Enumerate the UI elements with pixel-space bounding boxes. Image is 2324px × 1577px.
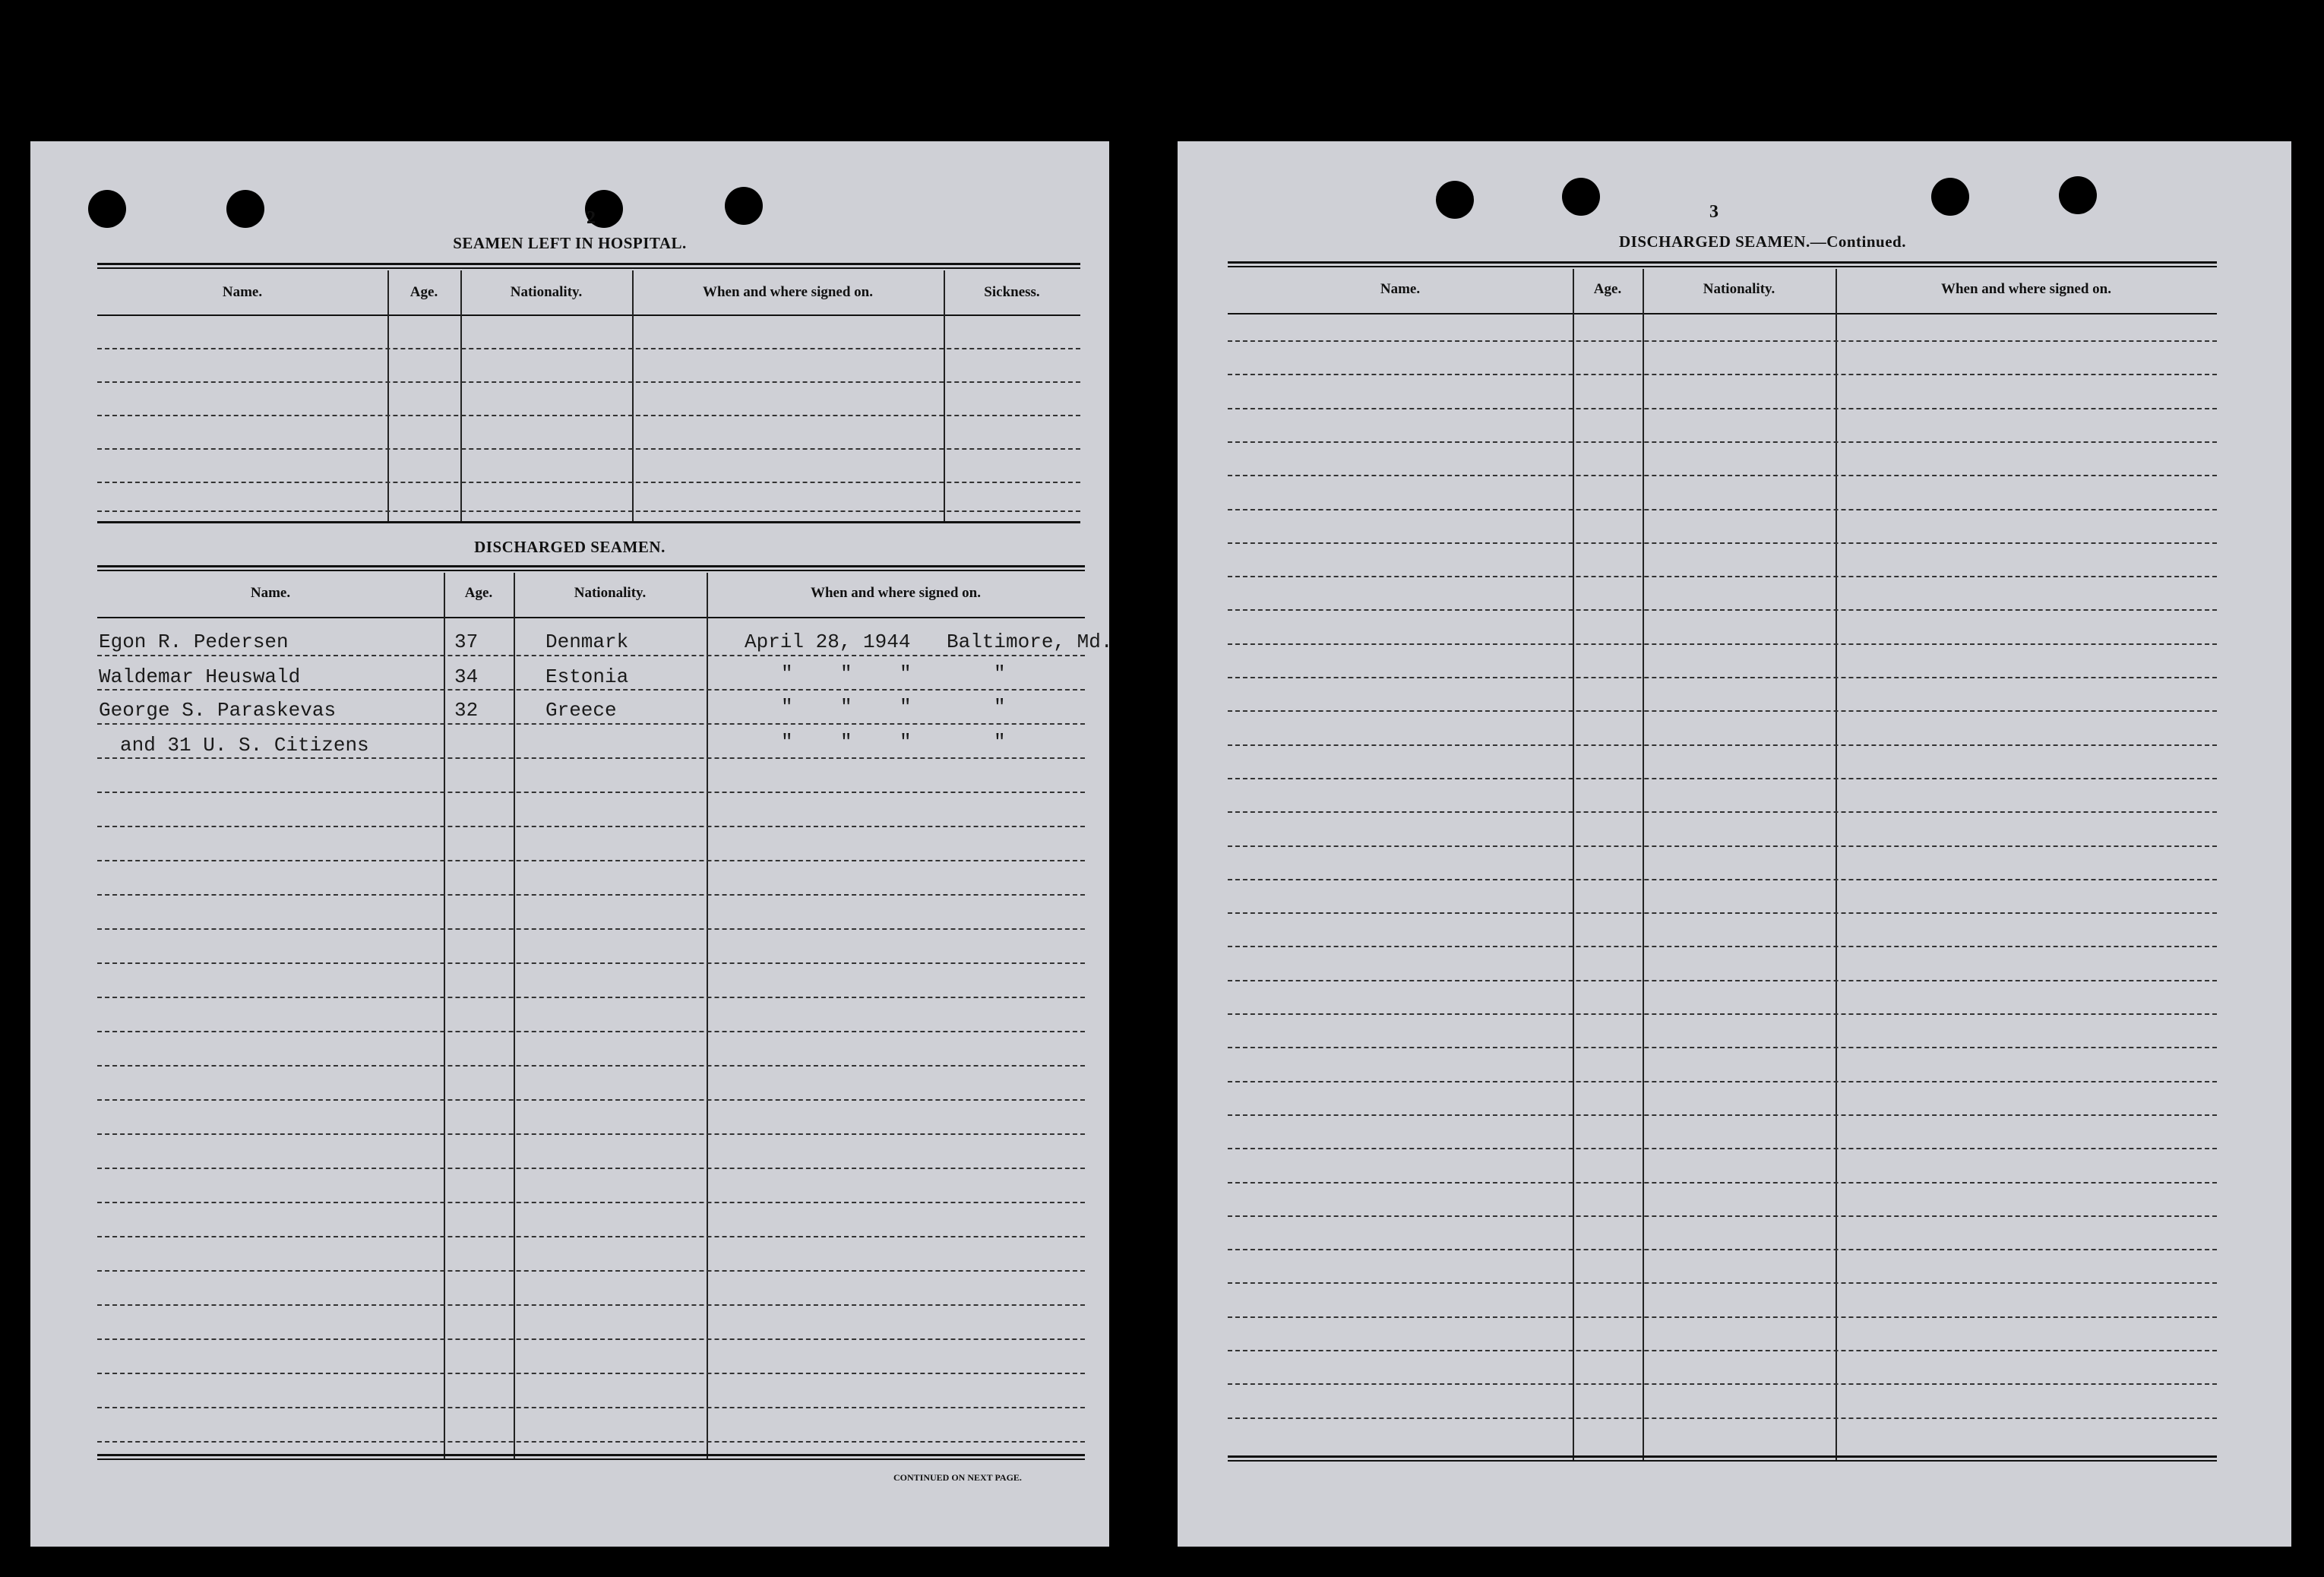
ruled-line: [97, 792, 1085, 793]
ruled-line: [1228, 408, 2217, 409]
right-page: [1178, 141, 2291, 1547]
seaman-age: 32: [454, 699, 479, 722]
ruled-line: [1228, 1215, 2217, 1217]
ruled-line: [97, 1441, 1085, 1443]
ruled-line: [97, 1270, 1085, 1272]
ruled-line: [97, 689, 1085, 691]
column-header-signed-on: When and where signed on.: [702, 284, 873, 300]
ruled-line: [97, 1373, 1085, 1374]
column-header-age: Age.: [1593, 281, 1622, 297]
column-header-signed-on: When and where signed on.: [1940, 281, 2111, 297]
ruled-line: [97, 928, 1085, 930]
punch-hole: [88, 190, 126, 228]
column-header-nationality: Nationality.: [1703, 281, 1775, 297]
ruled-line: [97, 962, 1085, 964]
ruled-line: [97, 757, 1085, 759]
signed-on-date: April 28, 1944: [745, 630, 911, 653]
column-header-name: Name.: [1380, 281, 1421, 297]
ruled-line: [1228, 1249, 2217, 1250]
signed-on-place: Baltimore, Md.: [947, 630, 1113, 653]
ruled-line: [1228, 1282, 2217, 1284]
punch-hole: [1931, 178, 1969, 216]
column-header-name: Name.: [222, 284, 263, 300]
page-number: 2: [587, 208, 596, 228]
ruled-line: [1228, 1350, 2217, 1351]
ruled-line: [1228, 475, 2217, 476]
column-header-signed-on: When and where signed on.: [810, 585, 981, 601]
ruled-line: [1228, 1013, 2217, 1015]
ruled-line: [1228, 1182, 2217, 1184]
ruled-line: [1228, 980, 2217, 981]
signed-on-date: " " ": [781, 731, 912, 754]
column-header-age: Age.: [409, 284, 438, 300]
seaman-nationality: Estonia: [545, 665, 629, 688]
ruled-line: [1228, 509, 2217, 510]
seaman-name: Egon R. Pedersen: [99, 630, 289, 653]
ruled-line: [97, 1338, 1085, 1340]
column-header-age: Age.: [464, 585, 493, 601]
ruled-line: [97, 1202, 1085, 1203]
ruled-line: [97, 1236, 1085, 1237]
signed-on-date: " " ": [781, 662, 912, 685]
page-number: 3: [1709, 202, 1718, 222]
ruled-line: [1228, 744, 2217, 746]
ruled-line: [97, 1099, 1085, 1101]
signed-on-place: ": [994, 696, 1006, 719]
continued-note: CONTINUED ON NEXT PAGE.: [893, 1472, 1022, 1483]
ruled-line: [1228, 879, 2217, 880]
ruled-line: [1228, 912, 2217, 914]
ruled-line: [1228, 1417, 2217, 1419]
seaman-age: 37: [454, 630, 479, 653]
ruled-line: [1228, 374, 2217, 375]
ruled-line: [97, 1065, 1085, 1067]
ruled-line: [97, 826, 1085, 827]
ruled-line: [97, 655, 1085, 656]
ruled-line: [1228, 542, 2217, 544]
column-header-nationality: Nationality.: [510, 284, 583, 300]
ruled-line: [1228, 946, 2217, 947]
ruled-line: [97, 894, 1085, 896]
ruled-line: [97, 860, 1085, 861]
ruled-line: [1228, 1316, 2217, 1318]
ruled-line: [97, 1031, 1085, 1032]
discharged-continued-table: [1228, 261, 2217, 1469]
ruled-line: [1228, 1383, 2217, 1385]
ruled-line: [1228, 609, 2217, 611]
seaman-name: Waldemar Heuswald: [99, 665, 301, 688]
ruled-line: [1228, 1081, 2217, 1082]
punch-hole: [2059, 176, 2097, 214]
hospital-section-title: SEAMEN LEFT IN HOSPITAL.: [453, 234, 687, 252]
discharged-continued-title: DISCHARGED SEAMEN.—Continued.: [1619, 232, 1906, 251]
signed-on-place: ": [994, 731, 1006, 754]
punch-hole: [1562, 178, 1600, 216]
ruled-line: [97, 997, 1085, 998]
column-header-sickness: Sickness.: [984, 284, 1040, 300]
ruled-line: [97, 1304, 1085, 1306]
ruled-line: [1228, 643, 2217, 645]
ruled-line: [1228, 576, 2217, 577]
ruled-line: [1228, 441, 2217, 443]
ruled-line: [1228, 845, 2217, 847]
seaman-name: George S. Paraskevas: [99, 699, 337, 722]
punch-hole: [226, 190, 264, 228]
ruled-line: [1228, 1047, 2217, 1048]
ruled-line: [1228, 340, 2217, 342]
column-header-nationality: Nationality.: [574, 585, 647, 601]
ruled-line: [97, 1407, 1085, 1408]
punch-hole: [725, 187, 763, 225]
signed-on-place: ": [994, 662, 1006, 685]
ruled-line: [1228, 1148, 2217, 1149]
ruled-line: [1228, 1114, 2217, 1116]
signed-on-date: " " ": [781, 696, 912, 719]
ruled-line: [97, 1133, 1085, 1135]
seaman-nationality: Denmark: [545, 630, 629, 653]
seaman-age: 34: [454, 665, 479, 688]
seaman-nationality: Greece: [545, 699, 617, 722]
column-header-name: Name.: [250, 585, 291, 601]
ruled-line: [1228, 811, 2217, 813]
ruled-line: [1228, 778, 2217, 779]
seaman-name: and 31 U. S. Citizens: [120, 734, 369, 757]
ruled-line: [1228, 710, 2217, 712]
ruled-line: [97, 1168, 1085, 1169]
discharged-section-title: DISCHARGED SEAMEN.: [474, 538, 666, 556]
ruled-line: [1228, 677, 2217, 678]
ruled-line: [97, 723, 1085, 725]
punch-hole: [1436, 181, 1474, 219]
left-page: [30, 141, 1113, 1547]
discharged-table: [97, 565, 1113, 1469]
